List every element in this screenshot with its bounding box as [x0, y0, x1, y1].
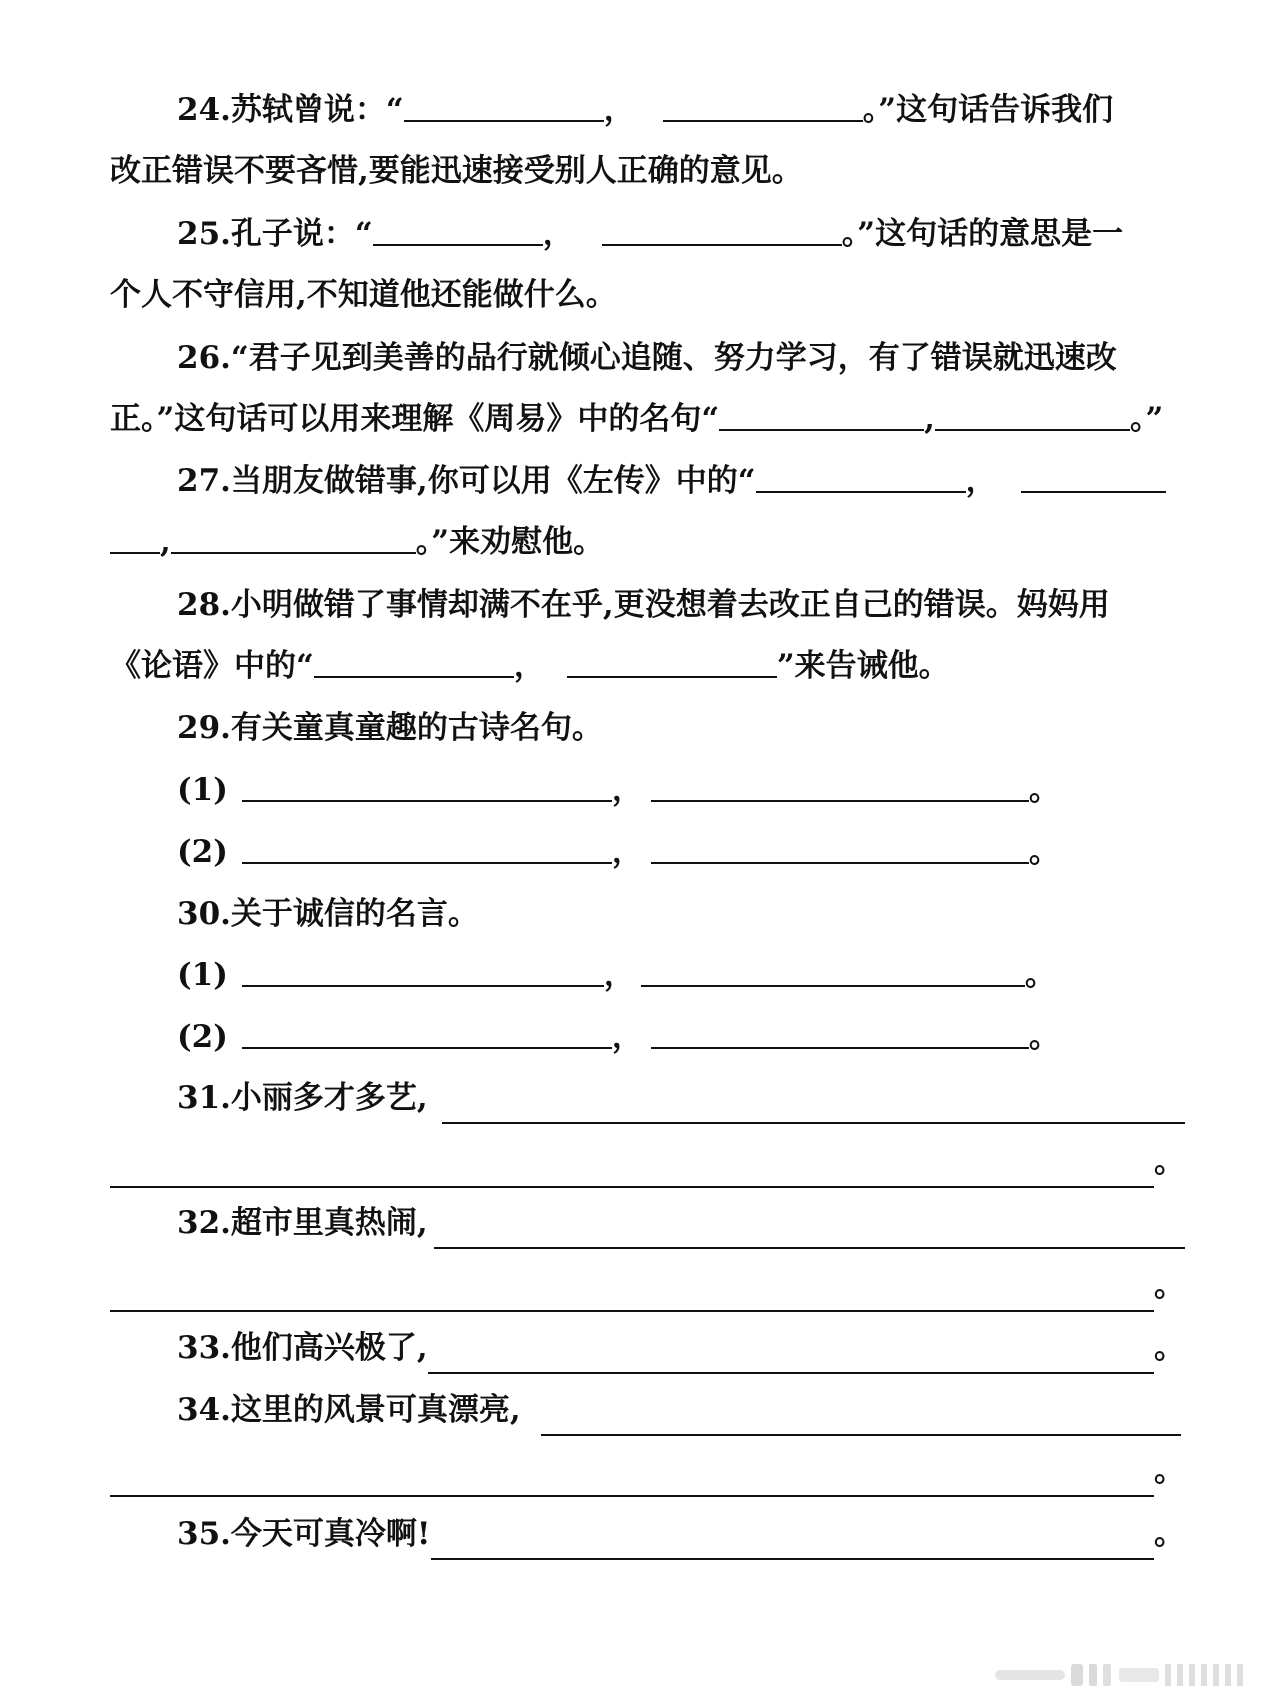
question-32-line-2: [110, 1256, 1185, 1316]
answer-blank[interactable]: [431, 1518, 1154, 1560]
question-26-line-2: [110, 389, 1185, 449]
watermark-logo: [995, 1662, 1260, 1688]
question-28-separator: ，: [513, 648, 545, 684]
question-26-end: 。”: [1129, 401, 1164, 437]
question-31-end: 。: [1154, 1144, 1185, 1180]
question-29-item-2: [177, 822, 1185, 882]
answer-blank[interactable]: [1021, 451, 1166, 493]
answer-blank[interactable]: [242, 822, 612, 864]
item-number: (1): [177, 772, 228, 808]
question-27-separator: ，: [965, 463, 997, 499]
question-28-line-1: 28.小明做错了事情却满不在乎,更没想着去改正自己的错误。妈妈用: [177, 587, 1110, 623]
item-number: (1): [177, 957, 228, 993]
answer-blank[interactable]: [110, 1455, 1154, 1497]
item-separator: ，: [611, 1019, 643, 1055]
question-29-item-1: [177, 760, 1185, 820]
answer-blank[interactable]: [110, 1146, 1154, 1188]
question-32-end: 。: [1154, 1268, 1185, 1304]
question-27-end: 。”来劝慰他。: [415, 524, 605, 560]
question-28-prefix: 《论语》中的“: [110, 648, 314, 684]
question-30-title: 30.关于诚信的名言。: [177, 896, 479, 932]
question-27-prefix: 27.当朋友做错事,你可以用《左传》中的“: [177, 463, 756, 499]
question-25-end: 。”这句话的意思是一: [841, 216, 1124, 252]
question-24-line-1: [177, 80, 1185, 140]
question-35-end: 。: [1154, 1516, 1185, 1552]
question-25-prefix: 25.孔子说：“: [177, 216, 373, 252]
answer-blank[interactable]: [110, 1270, 1154, 1312]
answer-blank[interactable]: [373, 204, 543, 246]
question-34-end: 。: [1154, 1453, 1185, 1489]
question-35-prefix: 35.今天可真冷啊!: [177, 1516, 431, 1552]
question-27-line-2: [110, 512, 1185, 572]
answer-blank[interactable]: [651, 822, 1029, 864]
answer-blank[interactable]: [434, 1207, 1185, 1249]
question-35-line: [177, 1504, 1185, 1564]
answer-blank[interactable]: [602, 204, 842, 246]
question-33-prefix: 33.他们高兴极了,: [177, 1330, 428, 1366]
question-26-line-1: 26.“君子见到美善的品行就倾心追随、努力学习，有了错误就迅速改: [177, 340, 1117, 376]
question-31-line-2: [110, 1132, 1185, 1192]
answer-blank[interactable]: [651, 760, 1029, 802]
item-end: 。: [1028, 772, 1060, 808]
question-26-separator: ,: [924, 401, 935, 437]
answer-blank[interactable]: [110, 512, 160, 554]
answer-blank[interactable]: [442, 1082, 1185, 1124]
answer-blank[interactable]: [567, 636, 777, 678]
question-25-line-1: [177, 204, 1185, 264]
answer-blank[interactable]: [663, 80, 863, 122]
answer-blank[interactable]: [242, 945, 604, 987]
item-end: 。: [1024, 957, 1056, 993]
item-separator: ，: [611, 772, 643, 808]
question-34-line-2: [110, 1441, 1185, 1501]
item-separator: ，: [611, 834, 643, 870]
item-number: (2): [177, 1019, 228, 1055]
item-separator: ，: [603, 957, 635, 993]
question-25-separator: ，: [542, 216, 574, 252]
question-32-prefix: 32.超市里真热闹,: [177, 1205, 428, 1241]
answer-blank[interactable]: [171, 512, 416, 554]
question-31-prefix: 31.小丽多才多艺,: [177, 1080, 428, 1116]
question-28-end: ”来告诫他。: [776, 648, 950, 684]
question-25-line-2: 个人不守信用,不知道他还能做什么。: [110, 277, 617, 313]
answer-blank[interactable]: [428, 1332, 1154, 1374]
answer-blank[interactable]: [404, 80, 604, 122]
answer-blank[interactable]: [641, 945, 1025, 987]
question-34-prefix: 34.这里的风景可真漂亮,: [177, 1392, 521, 1428]
question-33-end: 。: [1154, 1330, 1185, 1366]
question-27-separator-2: ,: [160, 524, 171, 560]
item-end: 。: [1028, 1019, 1060, 1055]
answer-blank[interactable]: [314, 636, 514, 678]
answer-blank[interactable]: [541, 1394, 1181, 1436]
item-end: 。: [1028, 834, 1060, 870]
answer-blank[interactable]: [756, 451, 966, 493]
answer-blank[interactable]: [242, 1007, 612, 1049]
item-number: (2): [177, 834, 228, 870]
question-27-line-1: [177, 451, 1185, 511]
question-24-separator: ，: [603, 92, 635, 128]
answer-blank[interactable]: [242, 760, 612, 802]
question-24-end: 。”这句话告诉我们: [862, 92, 1114, 128]
question-24-prefix: 24.苏轼曾说：“: [177, 92, 404, 128]
question-24-line-2: 改正错误不要吝惜,要能迅速接受别人正确的意见。: [110, 153, 803, 189]
question-30-item-1: [177, 945, 1185, 1005]
question-28-line-2: [110, 636, 1185, 696]
question-31-line-1: [177, 1068, 1185, 1128]
answer-blank[interactable]: [651, 1007, 1029, 1049]
answer-blank[interactable]: [935, 389, 1130, 431]
question-33-line: [177, 1318, 1185, 1378]
question-34-line-1: [177, 1380, 1185, 1440]
question-26-prefix: 正。”这句话可以用来理解《周易》中的名句“: [110, 401, 720, 437]
question-30-item-2: [177, 1007, 1185, 1067]
answer-blank[interactable]: [719, 389, 924, 431]
question-29-title: 29.有关童真童趣的古诗名句。: [177, 710, 603, 746]
question-32-line-1: [177, 1193, 1185, 1253]
